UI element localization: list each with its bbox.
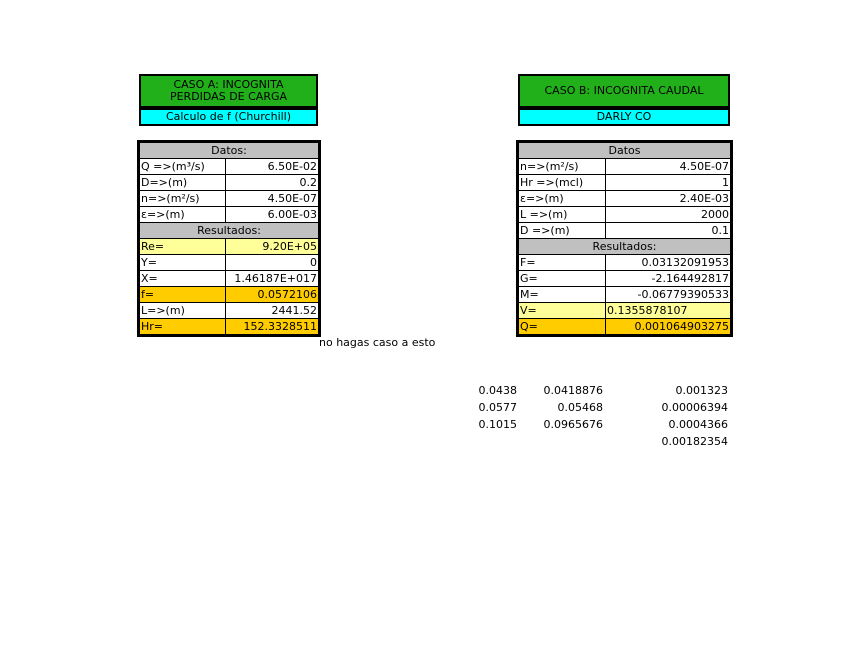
table-row bbox=[519, 271, 731, 287]
extra-value: 0.1015 bbox=[478, 418, 517, 431]
caso-b-resultados-header: Resultados: bbox=[519, 239, 731, 255]
table-row bbox=[519, 207, 731, 223]
table-row bbox=[140, 303, 319, 319]
cell-value[interactable]: 0.001064903275 bbox=[606, 319, 731, 335]
extra-value: 0.0418876 bbox=[543, 384, 603, 397]
cell-value[interactable]: 0 bbox=[226, 255, 319, 271]
extra-value: 0.0004366 bbox=[668, 418, 728, 431]
cell-value[interactable]: 1 bbox=[606, 175, 731, 191]
caso-a-title-line2: PERDIDAS DE CARGA bbox=[169, 90, 288, 103]
cell-value[interactable]: 4.50E-07 bbox=[226, 191, 319, 207]
cell-label[interactable]: Y= bbox=[140, 255, 226, 271]
cell-value[interactable]: 0.0572106 bbox=[226, 287, 319, 303]
table-row bbox=[519, 319, 731, 335]
caso-a-note: no hagas caso a esto bbox=[319, 336, 436, 349]
caso-a-table bbox=[139, 142, 319, 335]
table-row bbox=[140, 191, 319, 207]
cell-label[interactable]: Q= bbox=[519, 319, 606, 335]
table-row bbox=[519, 175, 731, 191]
extra-value: 0.001323 bbox=[675, 384, 728, 397]
extra-value: 0.00182354 bbox=[661, 435, 728, 448]
caso-b-title: CASO B: INCOGNITA CAUDAL bbox=[518, 74, 730, 108]
cell-label[interactable]: n=>(m²/s) bbox=[519, 159, 606, 175]
table-row bbox=[140, 239, 319, 255]
cell-label[interactable]: Re= bbox=[140, 239, 226, 255]
cell-label[interactable]: f= bbox=[140, 287, 226, 303]
table-row bbox=[140, 319, 319, 335]
cell-value[interactable]: 0.03132091953 bbox=[606, 255, 731, 271]
table-row bbox=[519, 159, 731, 175]
table-row bbox=[519, 255, 731, 271]
caso-a-resultados-header: Resultados: bbox=[140, 223, 319, 239]
table-row bbox=[519, 223, 731, 239]
cell-value[interactable]: 6.00E-03 bbox=[226, 207, 319, 223]
cell-label[interactable]: Q =>(m³/s) bbox=[140, 159, 226, 175]
table-row bbox=[140, 271, 319, 287]
cell-label[interactable]: ε=>(m) bbox=[519, 191, 606, 207]
cell-label[interactable]: D =>(m) bbox=[519, 223, 606, 239]
cell-label[interactable]: L =>(m) bbox=[519, 207, 606, 223]
table-row bbox=[140, 287, 319, 303]
table-row bbox=[140, 207, 319, 223]
cell-value[interactable]: 2.40E-03 bbox=[606, 191, 731, 207]
cell-value[interactable]: 0.1 bbox=[606, 223, 731, 239]
cell-label[interactable]: M= bbox=[519, 287, 606, 303]
extra-value: 0.0965676 bbox=[543, 418, 603, 431]
cell-label[interactable]: V= bbox=[519, 303, 606, 319]
table-row bbox=[519, 287, 731, 303]
cell-label[interactable]: X= bbox=[140, 271, 226, 287]
extra-value: 0.00006394 bbox=[661, 401, 728, 414]
caso-a-subtitle: Calculo de f (Churchill) bbox=[139, 108, 318, 126]
cell-label[interactable]: L=>(m) bbox=[140, 303, 226, 319]
cell-label[interactable]: Hr =>(mcl) bbox=[519, 175, 606, 191]
cell-value[interactable]: 0.2 bbox=[226, 175, 319, 191]
caso-b-table bbox=[518, 142, 731, 335]
cell-value[interactable]: 2000 bbox=[606, 207, 731, 223]
table-row bbox=[140, 255, 319, 271]
cell-value[interactable]: 6.50E-02 bbox=[226, 159, 319, 175]
caso-a-title bbox=[139, 74, 318, 108]
table-row bbox=[140, 175, 319, 191]
cell-label[interactable]: ε=>(m) bbox=[140, 207, 226, 223]
cell-value[interactable]: 4.50E-07 bbox=[606, 159, 731, 175]
caso-b-subtitle: DARLY CO bbox=[518, 108, 730, 126]
table-row bbox=[519, 303, 731, 319]
table-row bbox=[519, 191, 731, 207]
extra-value: 0.0438 bbox=[478, 384, 517, 397]
cell-label[interactable]: Hr= bbox=[140, 319, 226, 335]
cell-value[interactable]: 1.46187E+017 bbox=[226, 271, 319, 287]
cell-value[interactable]: 0.1355878107 bbox=[606, 303, 731, 319]
caso-a-datos-header: Datos: bbox=[140, 143, 319, 159]
cell-value[interactable]: 9.20E+05 bbox=[226, 239, 319, 255]
extra-value: 0.05468 bbox=[557, 401, 603, 414]
cell-label[interactable]: D=>(m) bbox=[140, 175, 226, 191]
caso-b-datos-header: Datos bbox=[519, 143, 731, 159]
cell-value[interactable]: 2441.52 bbox=[226, 303, 319, 319]
extra-value: 0.0577 bbox=[478, 401, 517, 414]
cell-value[interactable]: 152.3328511 bbox=[226, 319, 319, 335]
cell-label[interactable]: n=>(m²/s) bbox=[140, 191, 226, 207]
cell-value[interactable]: -0.06779390533 bbox=[606, 287, 731, 303]
table-row bbox=[140, 159, 319, 175]
cell-label[interactable]: G= bbox=[519, 271, 606, 287]
caso-a-title-line1: CASO A: INCOGNITA bbox=[173, 78, 284, 91]
cell-label[interactable]: F= bbox=[519, 255, 606, 271]
cell-value[interactable]: -2.164492817 bbox=[606, 271, 731, 287]
